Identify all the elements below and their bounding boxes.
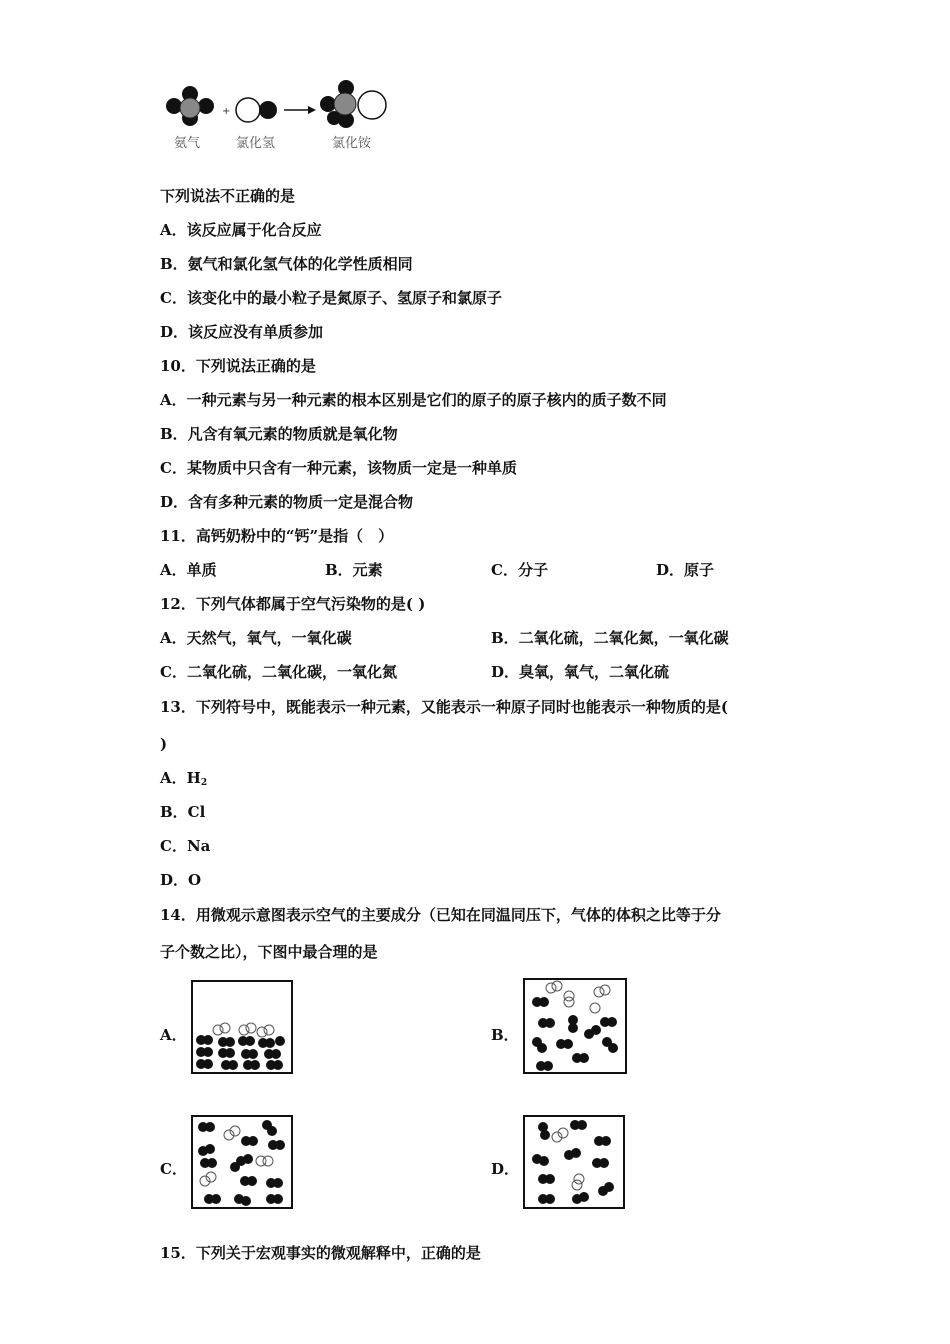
q12-option-b[interactable]: B．二氧化硫，二氧化氮，一氧化碳 — [491, 629, 729, 647]
q13-stem-line1: 13．下列符号中，既能表示一种元素，又能表示一种原子同时也能表示一种物质的是( — [160, 698, 728, 716]
q11-option-d[interactable]: D．原子 — [656, 561, 715, 579]
q11-option-a[interactable]: A．单质 — [160, 561, 217, 579]
reaction-diagram — [160, 76, 400, 132]
hcl-molecule — [236, 98, 277, 122]
q13-option-b[interactable]: B．Cl — [160, 803, 206, 821]
q9-option-c[interactable]: C．该变化中的最小粒子是氮原子、氢原子和氯原子 — [160, 289, 502, 307]
q14-stem-line2: 子个数之比），下图中最合理的是 — [160, 943, 378, 961]
ammonia-caption: 氨气 — [174, 136, 201, 151]
q14-stem-line1: 14．用微观示意图表示空气的主要成分（已知在同温同压下，气体的体积之比等于分 — [160, 906, 721, 924]
q15-stem: 15．下列关于宏观事实的微观解释中，正确的是 — [160, 1244, 481, 1262]
q14-diagram-c[interactable] — [191, 1115, 295, 1211]
q14-option-b-label[interactable]: B． — [491, 1026, 519, 1044]
q10-option-c[interactable]: C．某物质中只含有一种元素，该物质一定是一种单质 — [160, 459, 517, 477]
hcl-caption: 氯化氢 — [236, 136, 276, 151]
q14-diagram-d[interactable] — [523, 1115, 627, 1211]
q12-option-d[interactable]: D．臭氧，氧气，二氧化硫 — [491, 663, 670, 681]
product-caption: 氯化铵 — [332, 136, 372, 151]
q11-option-c[interactable]: C．分子 — [491, 561, 548, 579]
plus-sign: + — [222, 106, 231, 117]
q10-option-d[interactable]: D．含有多种元素的物质一定是混合物 — [160, 493, 414, 511]
q13-stem-line2: ) — [160, 735, 168, 753]
q13-option-c[interactable]: C．Na — [160, 837, 211, 855]
q10-option-b[interactable]: B．凡含有氧元素的物质就是氧化物 — [160, 425, 398, 443]
q14-diagram-a[interactable] — [191, 980, 295, 1076]
q14-diagram-b[interactable] — [523, 978, 629, 1076]
ammonium-chloride-molecule — [320, 80, 386, 128]
q12-option-c[interactable]: C．二氧化硫，二氧化碳，一氧化氮 — [160, 663, 397, 681]
q10-stem: 10．下列说法正确的是 — [160, 357, 316, 375]
q14-option-d-label[interactable]: D． — [491, 1160, 520, 1178]
q9-stem: 下列说法不正确的是 — [160, 187, 296, 205]
q12-stem: 12．下列气体都属于空气污染物的是( ) — [160, 595, 426, 613]
ammonia-molecule — [166, 86, 214, 126]
q11-stem: 11．高钙奶粉中的“钙”是指（ ） — [160, 527, 394, 545]
q13-option-a-subscript: 2 — [200, 778, 208, 788]
q10-option-a[interactable]: A．一种元素与另一种元素的根本区别是它们的原子的原子核内的质子数不同 — [160, 391, 667, 409]
q14-option-a-label[interactable]: A． — [160, 1026, 187, 1044]
arrow-icon — [284, 106, 316, 114]
q13-option-d[interactable]: D．O — [160, 871, 202, 889]
q9-option-b[interactable]: B．氨气和氯化氢气体的化学性质相同 — [160, 255, 413, 273]
q12-option-a[interactable]: A．天然气，氧气，一氧化碳 — [160, 629, 352, 647]
q9-option-d[interactable]: D．该反应没有单质参加 — [160, 323, 324, 341]
q14-option-c-label[interactable]: C． — [160, 1160, 187, 1178]
q13-option-a-text: A．H — [160, 769, 201, 787]
q13-option-a[interactable] — [160, 768, 207, 793]
q11-option-b[interactable]: B．元素 — [325, 561, 383, 579]
q9-option-a[interactable]: A．该反应属于化合反应 — [160, 221, 322, 239]
